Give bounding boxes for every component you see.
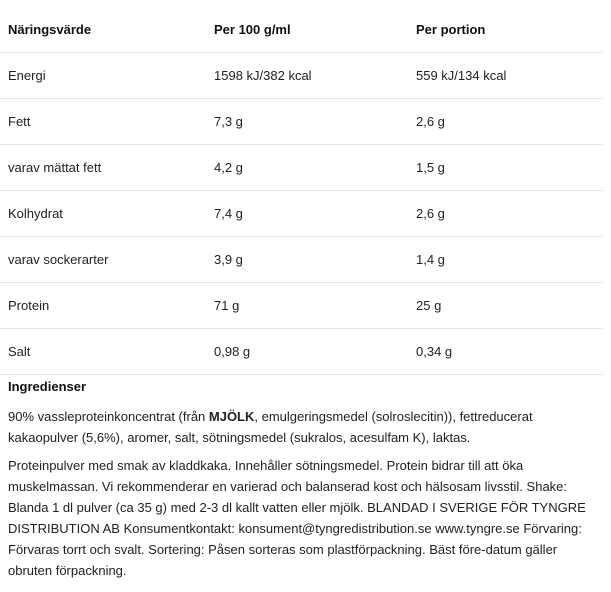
value-per-100: 71 g [206,283,408,329]
nutrient-name: Fett [0,99,206,145]
nutrient-name: varav sockerarter [0,237,206,283]
table-row [0,191,603,237]
value-per-portion: 559 kJ/134 kcal [408,53,603,99]
nutrient-name: Energi [0,53,206,99]
ingredients-text [8,406,600,448]
value-per-portion: 1,4 g [408,237,603,283]
table-row [0,145,603,191]
value-per-100: 7,4 g [206,191,408,237]
table-row [0,237,603,283]
table-row [0,283,603,329]
table-row [0,99,603,145]
header-nutrient: Näringsvärde [0,7,206,53]
value-per-portion: 1,5 g [408,145,603,191]
ingredients-text-start: 90% vassleproteinkoncentrat (från [8,409,209,424]
value-per-100: 7,3 g [206,99,408,145]
value-per-100: 0,98 g [206,329,408,375]
nutrient-name: varav mättat fett [0,145,206,191]
ingredients-text-end: , emulgeringsmedel (solroslecitin)), fettreducerat kakaopulver (5,6%), aromer, salt, sötningsmedel (sukralos, acesulfam K), laktas. [8,409,533,445]
value-per-100: 1598 kJ/382 kcal [206,53,408,99]
ingredients-title: Ingredienser [8,379,87,394]
nutrition-header-row [0,7,603,53]
header-per-100: Per 100 g/ml [206,7,408,53]
header-per-portion: Per portion [408,7,603,53]
nutrient-name: Salt [0,329,206,375]
nutrition-table [0,7,603,375]
value-per-portion: 2,6 g [408,99,603,145]
nutrient-name: Kolhydrat [0,191,206,237]
table-row [0,53,603,99]
value-per-100: 3,9 g [206,237,408,283]
value-per-portion: 25 g [408,283,603,329]
table-row [0,329,603,375]
value-per-portion: 2,6 g [408,191,603,237]
value-per-100: 4,2 g [206,145,408,191]
allergen-highlight: MJÖLK [208,409,255,424]
value-per-portion: 0,34 g [408,329,603,375]
product-description: Proteinpulver med smak av kladdkaka. Innehåller sötningsmedel. Protein bidrar till att öka muskelmassan. Vi rekommenderar en varierad och balanserad kost och hälsosam livsstil. Shake: Blanda 1 dl pulver (ca 35 g) med 2-3 dl kallt vatten eller mjölk. BLANDAD I SVERIGE FÖR TYNGRE DISTRIBUTION AB Konsumentkontakt: konsument@tyngredistribution.se www.tyngre.se Förvaring: Förvaras torrt och svalt. Sortering: Påsen sorteras som plastförpackning. Bäst före-datum gäller obruten förpackning. [8,458,586,578]
nutrient-name: Protein [0,283,206,329]
